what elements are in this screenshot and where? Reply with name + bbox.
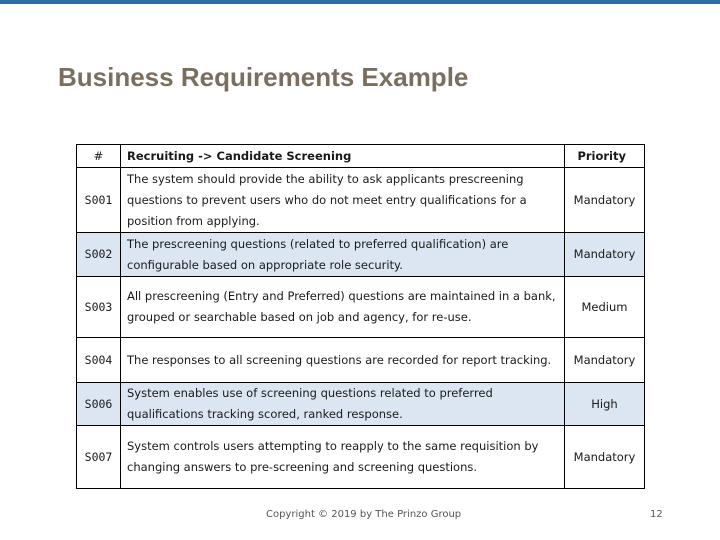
requirement-description: The system should provide the ability to ask applicants prescreening questions to prevent users who do not meet entry qualifications for a position from applying.	[121, 168, 565, 233]
requirements-table	[76, 144, 645, 489]
requirement-id: S007	[77, 426, 121, 489]
table-header-row	[77, 145, 645, 168]
table-row	[77, 277, 645, 338]
requirement-description: System enables use of screening questions related to preferred qualifications tracking scored, ranked response.	[121, 383, 565, 426]
requirement-priority: Mandatory	[565, 426, 645, 489]
page-number: 12	[650, 509, 663, 520]
top-accent-bar	[0, 0, 720, 4]
header-description: Recruiting -> Candidate Screening	[121, 145, 565, 168]
table-row	[77, 168, 645, 233]
header-priority: Priority	[565, 145, 645, 168]
table-row	[77, 233, 645, 277]
requirement-priority: Medium	[565, 277, 645, 338]
requirement-description: The responses to all screening questions are recorded for report tracking.	[121, 338, 565, 383]
requirement-id: S001	[77, 168, 121, 233]
requirement-priority: Mandatory	[565, 233, 645, 277]
requirement-id: S003	[77, 277, 121, 338]
requirement-description: System controls users attempting to reapply to the same requisition by changing answers to pre-screening and screening questions.	[121, 426, 565, 489]
requirement-priority: Mandatory	[565, 168, 645, 233]
requirement-priority: High	[565, 383, 645, 426]
table-row	[77, 338, 645, 383]
slide-title: Business Requirements Example	[58, 62, 469, 92]
table-row	[77, 383, 645, 426]
requirement-description: All prescreening (Entry and Preferred) questions are maintained in a bank, grouped or searchable based on job and agency, for re-use.	[121, 277, 565, 338]
requirement-id: S002	[77, 233, 121, 277]
requirement-priority: Mandatory	[565, 338, 645, 383]
copyright-text: Copyright © 2019 by The Prinzo Group	[266, 509, 462, 520]
requirement-id: S006	[77, 383, 121, 426]
requirement-description: The prescreening questions (related to preferred qualification) are configurable based on appropriate role security.	[121, 233, 565, 277]
requirement-id: S004	[77, 338, 121, 383]
table-row	[77, 426, 645, 489]
header-number: #	[77, 145, 121, 168]
